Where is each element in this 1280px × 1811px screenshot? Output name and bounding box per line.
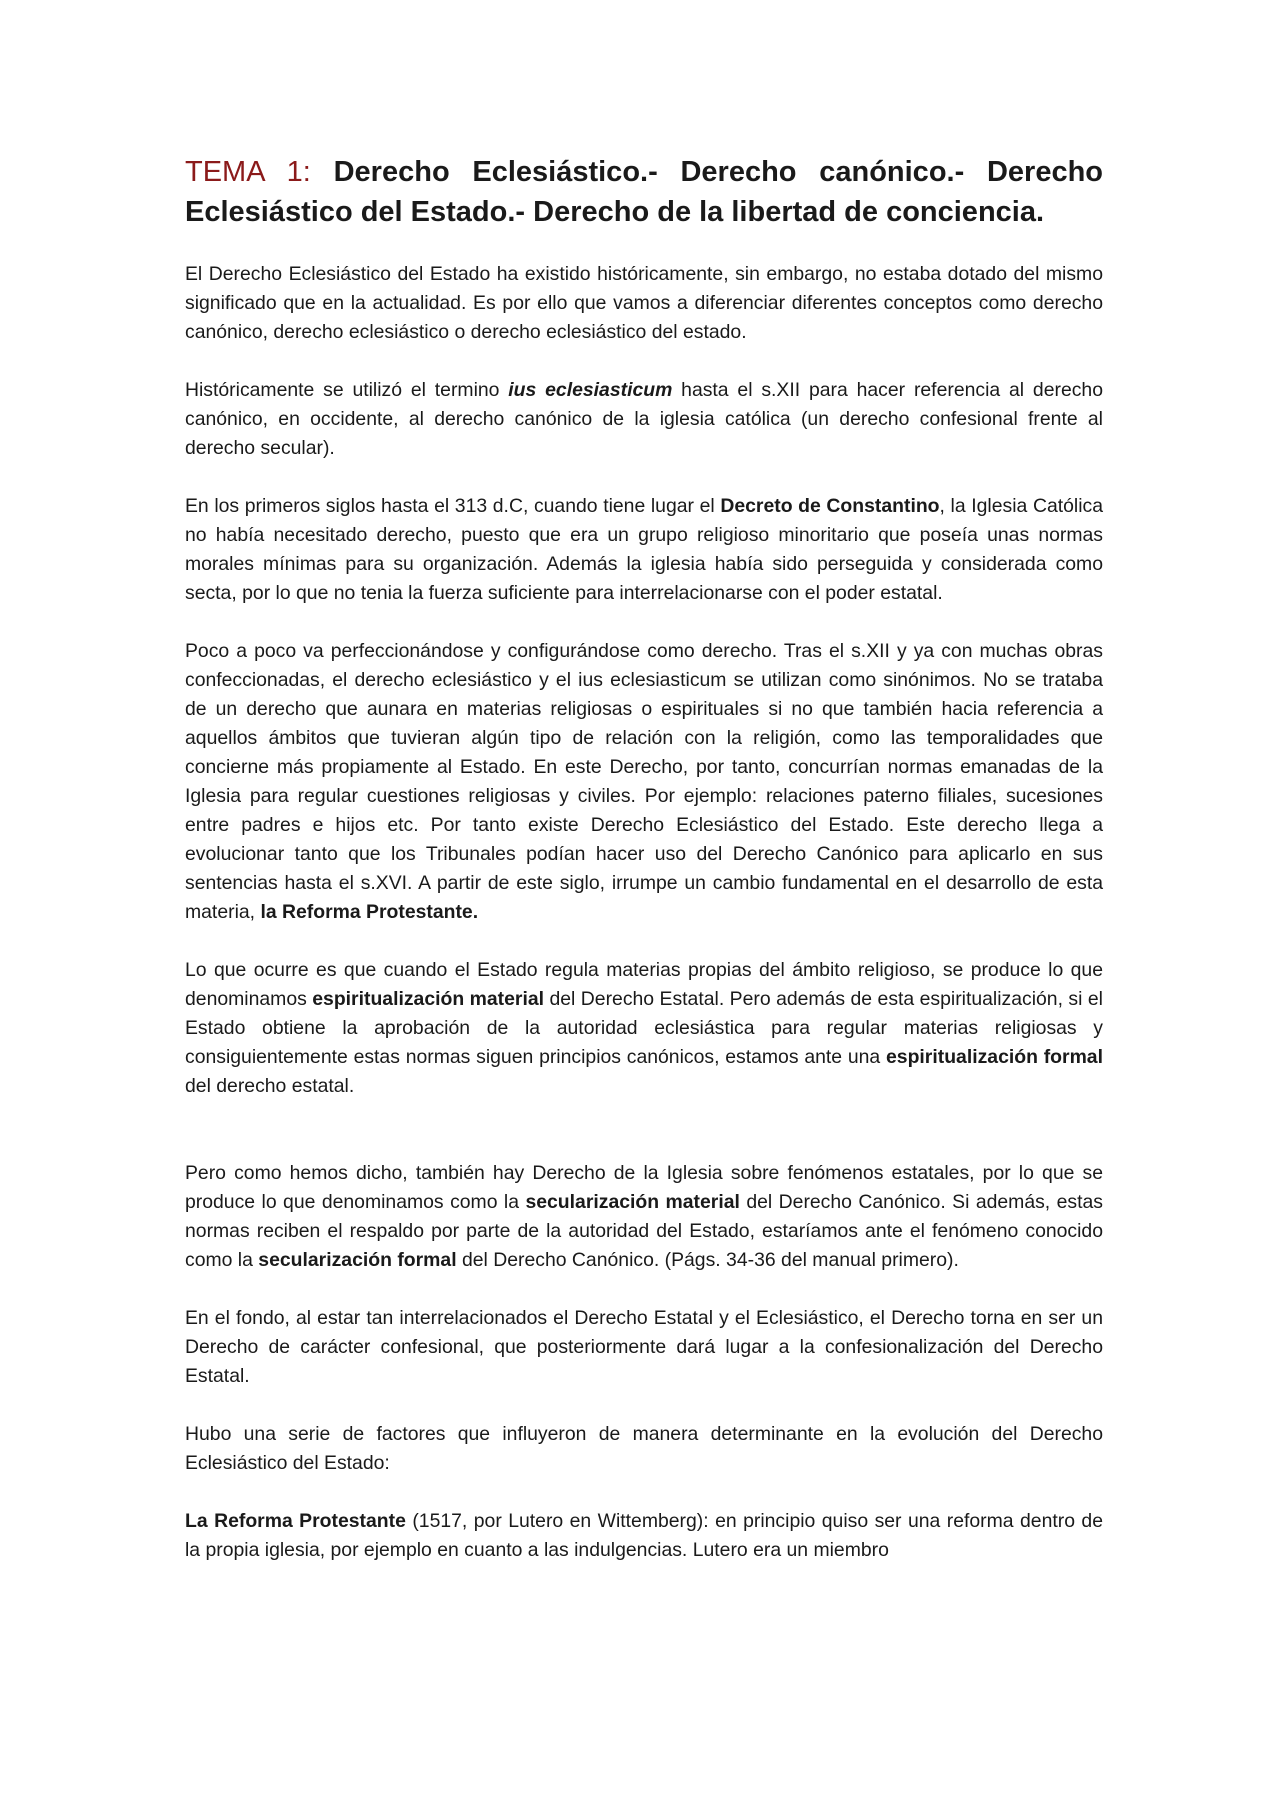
bold-term: Decreto de Constantino (720, 495, 940, 517)
text-run: del Derecho Estatal. Pero además de esta espiritualización, si el Estado obtiene la aprobación de la autoridad eclesiástica para regular materias religiosas y consiguientemente estas normas siguen principios canónicos, estamos ante una (185, 988, 1103, 1068)
text-run: Históricamente se utilizó el termino (185, 379, 509, 401)
bold-term: secularización material (525, 1191, 740, 1213)
paragraph-5 (185, 956, 1103, 1101)
paragraph-1: El Derecho Eclesiástico del Estado ha existido históricamente, sin embargo, no estaba dotado del mismo significado que en la actualidad. Es por ello que vamos a diferenciar diferentes conceptos como derecho canónico, derecho eclesiástico o derecho eclesiástico del estado. (185, 263, 1103, 343)
text-run: del derecho estatal. (185, 1075, 355, 1097)
title-text: Derecho Eclesiástico.- Derecho canónico.- Derecho Eclesiástico del Estado.- Derecho de la libertad de conciencia. (185, 156, 1104, 228)
paragraph-3 (185, 492, 1103, 608)
emphasis-term: ius eclesiasticum (508, 379, 673, 401)
text-run: Lo que ocurre es que cuando el Estado regula materias propias del ámbito religioso, se produce lo que denominamos (185, 959, 1103, 1010)
paragraph-2 (185, 376, 1103, 463)
bold-term: La Reforma Protestante (185, 1510, 406, 1532)
bold-term: espiritualización formal (886, 1046, 1103, 1068)
text-run: hasta el s.XII para hacer referencia al derecho canónico, en occidente, al derecho canónico de la iglesia católica (un derecho confesional frente al derecho secular). (185, 379, 1103, 459)
text-run: En los primeros siglos hasta el 313 d.C, cuando tiene lugar el (185, 495, 721, 517)
title-prefix: TEMA 1: (185, 156, 311, 188)
bold-term: espiritualización material (312, 988, 545, 1010)
paragraph-6 (185, 1159, 1103, 1275)
paragraph-4 (185, 637, 1103, 927)
text-run: del Derecho Canónico. (Págs. 34-36 del manual primero). (456, 1249, 959, 1271)
paragraph-9 (185, 1507, 1103, 1565)
paragraph-8: Hubo una serie de factores que influyeron de manera determinante en la evolución del Derecho Eclesiástico del Estado: (185, 1423, 1103, 1474)
paragraph-7: En el fondo, al estar tan interrelacionados el Derecho Estatal y el Eclesiástico, el Derecho torna en ser un Derecho de carácter confesional, que posteriormente dará lugar a la confesionalización del Derecho Estatal. (185, 1307, 1103, 1387)
text-run: Pero como hemos dicho, también hay Derecho de la Iglesia sobre fenómenos estatales, por lo que se produce lo que denominamos como la (185, 1162, 1103, 1213)
text-run: Poco a poco va perfeccionándose y configurándose como derecho. Tras el s.XII y ya con muchas obras confeccionadas, el derecho eclesiástico y el ius eclesiasticum se utilizan como sinónimos. No se trataba de un derecho que aunara en materias religiosas o espirituales si no que también hacia referencia a aquellos ámbitos que tuvieran algún tipo de relación con la religión, como las temporalidades que concierne más propiamente al Estado. En este Derecho, por tanto, concurrían normas emanadas de la Iglesia para regular cuestiones religiosas y civiles. Por ejemplo: relaciones paterno filiales, sucesiones entre padres e hijos etc. Por tanto existe Derecho Eclesiástico del Estado. Este derecho llega a evolucionar tanto que los Tribunales podían hacer uso del Derecho Canónico para aplicarlo en sus sentencias hasta el s.XVI. A partir de este siglo, irrumpe un cambio fundamental en el desarrollo de esta materia, (185, 640, 1103, 923)
bold-term: secularización formal (258, 1249, 457, 1271)
document-page (185, 152, 1103, 1594)
document-title (185, 152, 1103, 232)
text-run: (1517, por Lutero en Wittemberg): en principio quiso ser una reforma dentro de la propia iglesia, por ejemplo en cuanto a las indulgencias. Lutero era un miembro (185, 1510, 1103, 1561)
text-run: del Derecho Canónico. Si además, estas normas reciben el respaldo por parte de la autoridad del Estado, estaríamos ante el fenómeno conocido como la (185, 1191, 1103, 1271)
text-run: , la Iglesia Católica no había necesitado derecho, puesto que era un grupo religioso minoritario que poseía unas normas morales mínimas para su organización. Además la iglesia había sido perseguida y considerada como secta, por lo que no tenia la fuerza suficiente para interrelacionarse con el poder estatal. (185, 495, 1103, 604)
bold-term: la Reforma Protestante. (260, 901, 479, 923)
